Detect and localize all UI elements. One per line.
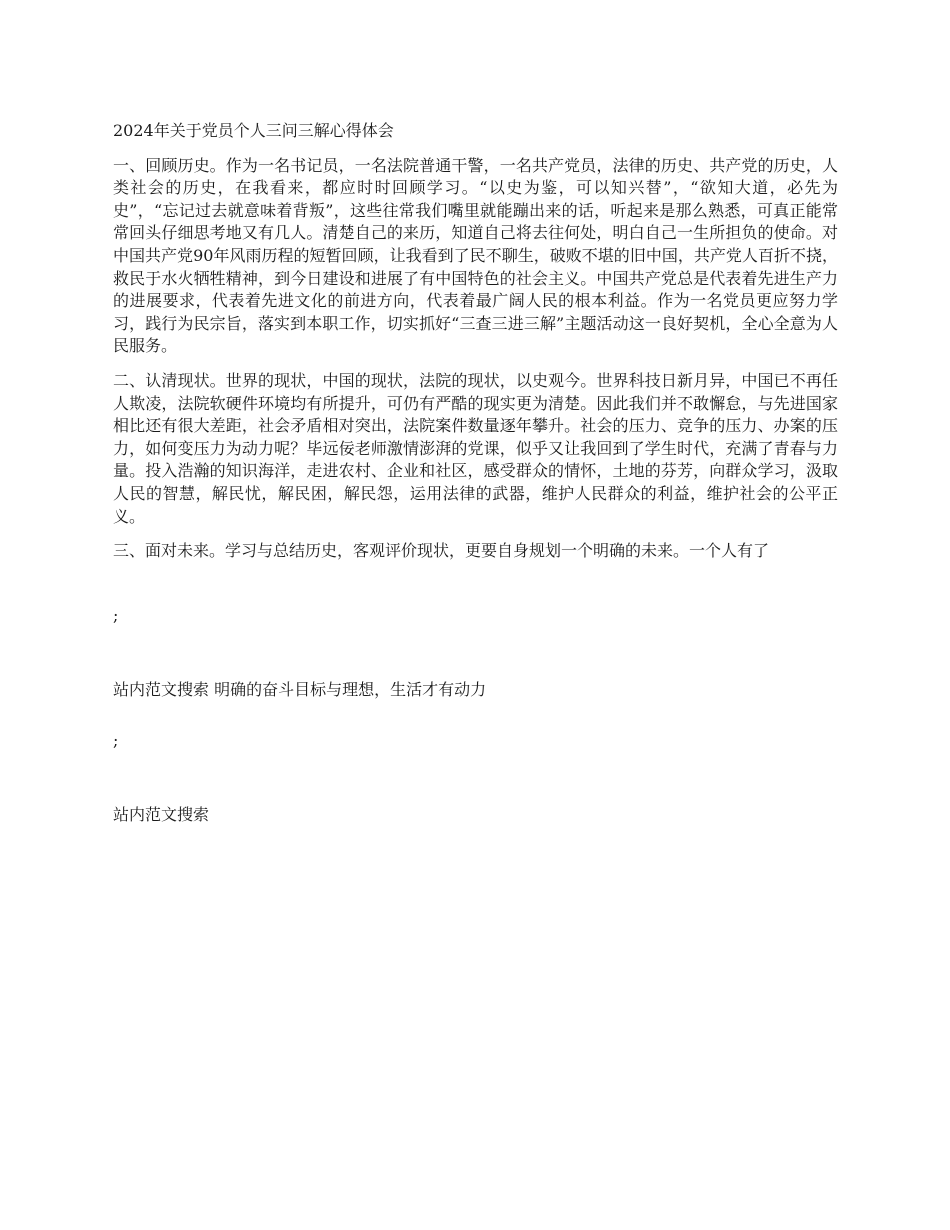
document-title: 2024年关于党员个人三问三解心得体会 [113, 121, 394, 140]
document-page [113, 120, 838, 827]
paragraph-current-situation: 二、认清现状。世界的现状，中国的现状，法院的现状，以史观今。世界科技日新月异，中国已不再任人欺凌，法院软硬件环境均有所提升，可仍有严酷的现实更为清楚。因此我们并不敢懈怠，与先进国家相比还有很大差距，社会矛盾相对突出，法院案件数量逐年攀升。社会的压力、竞争的压力、办案的压力，如何变压力为动力呢？毕远佞老师激情澎湃的党课，似乎又让我回到了学生时代，充满了青春与力量。投入浩瀚的知识海洋，走进农村、企业和社区，感受群众的情怀，土地的芬芳，向群众学习，汲取人民的智慧，解民忧，解民困，解民怨，运用法律的武器，维护人民群众的利益，维护社会的公平正义。 [113, 370, 838, 526]
separator-semicolon: ; [113, 730, 119, 750]
site-search-link[interactable]: 站内范文搜索 [113, 805, 210, 825]
separator-semicolon: ; [113, 605, 119, 625]
site-search-link[interactable]: 站内范文搜索 明确的奋斗目标与理想，生活才有动力 [113, 680, 487, 700]
paragraph-review-history: 一、回顾历史。作为一名书记员，一名法院普通干警，一名共产党员，法律的历史、共产党的历史，人类社会的历史，在我看来，都应时时回顾学习。“以史为鉴，可以知兴替”，“欲知大道，必先为史”，“忘记过去就意味着背叛”，这些往常我们嘴里就能蹦出来的话，听起来是那么熟悉，可真正能常常回头仔细思考地又有几人。清楚自己的来历，知道自己将去往何处，明白自己一生所担负的使命。对中国共产党90年风雨历程的短暂回顾，让我看到了民不聊生，破败不堪的旧中国，共产党人百折不挠，救民于水火牺牲精神，到今日建设和进展了有中国特色的社会主义。中国共产党总是代表着先进生产力的进展要求，代表着先进文化的前进方向，代表着最广阔人民的根本利益。作为一名党员更应努力学习，践行为民宗旨，落实到本职工作，切实抓好“三查三进三解”主题活动这一良好契机，全心全意为人民服务。 [113, 155, 838, 356]
paragraph-face-future: 三、面对未来。学习与总结历史，客观评价现状，更要自身规划一个明确的未来。一个人有了 [113, 541, 770, 561]
